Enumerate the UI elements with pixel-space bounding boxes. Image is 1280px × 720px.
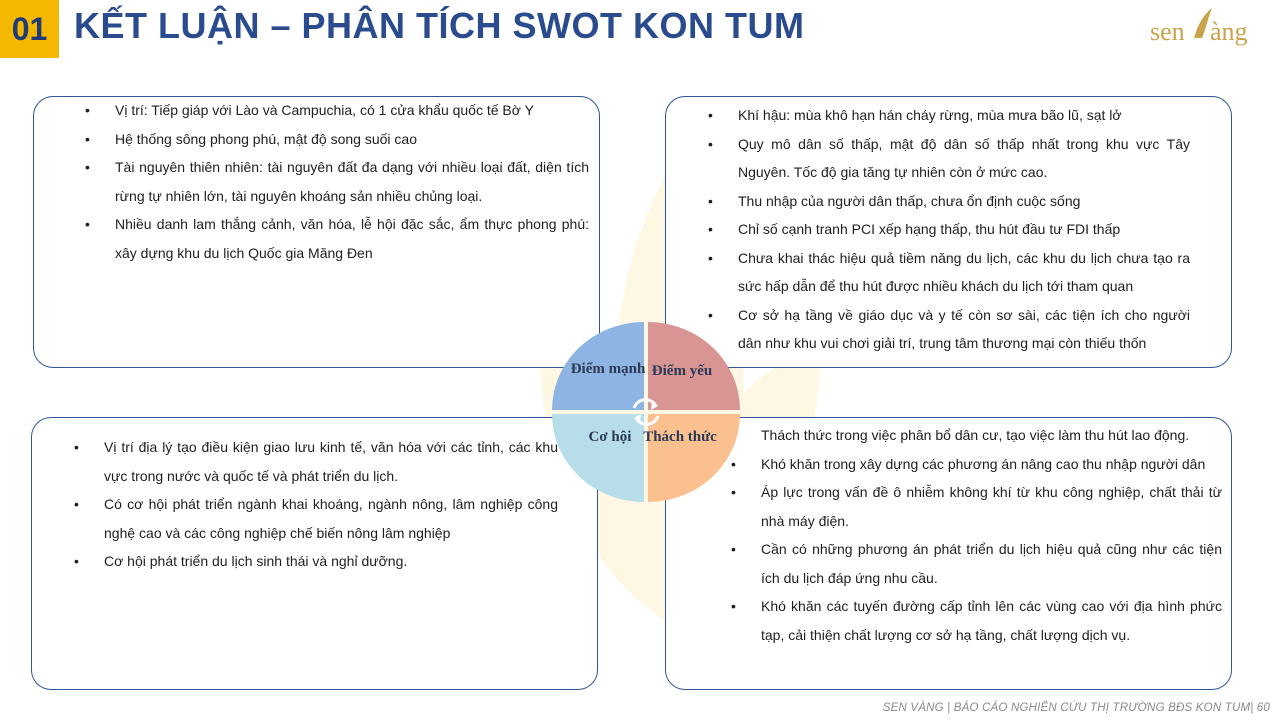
list-item: • Thu nhập của người dân thấp, chưa ổn định cuộc sống <box>706 187 1190 216</box>
svg-text:àng: àng <box>1210 17 1248 46</box>
strengths-label: Điểm mạnh <box>570 361 646 377</box>
list-item: • Cơ hội phát triển du lịch sinh thái và nghỉ dưỡng. <box>72 547 558 576</box>
opportunities-list <box>72 433 558 576</box>
page-footer: SEN VÀNG | BÁO CÁO NGHIÊN CỨU THỊ TRƯỜNG BĐS KON TUM| 60 <box>882 702 1270 714</box>
list-item: • Áp lực trong vấn đề ô nhiễm không khí từ khu công nghiệp, chất thải từ nhà máy điện. <box>729 478 1222 535</box>
list-item: • Vị trí địa lý tạo điều kiện giao lưu kinh tế, văn hóa với các tỉnh, các khu vực trong nước và quốc tế và phát triển du lịch. <box>72 433 558 490</box>
list-item: • Chỉ số cạnh tranh PCI xếp hạng thấp, thu hút đầu tư FDI thấp <box>706 215 1190 244</box>
threats-list <box>729 421 1222 649</box>
weaknesses-list <box>706 101 1190 358</box>
svg-text:sen: sen <box>1150 17 1185 46</box>
swot-diagram <box>548 320 744 504</box>
list-item: • Hệ thống sông phong phú, mật độ song suối cao <box>83 125 589 154</box>
list-item: • Thách thức trong việc phân bổ dân cư, tạo việc làm thu hút lao động. <box>729 421 1222 450</box>
list-item: • Khó khăn các tuyến đường cấp tỉnh lên các vùng cao với địa hình phức tạp, cải thiện chất lượng cơ sở hạ tầng, chất lượng dịch vụ. <box>729 592 1222 649</box>
opportunities-label: Cơ hội <box>588 429 632 445</box>
list-item: • Cần có những phương án phát triển du lịch hiệu quả cũng như các tiện ích du lịch đáp ứng nhu cầu. <box>729 535 1222 592</box>
page-title: KẾT LUẬN – PHÂN TÍCH SWOT KON TUM <box>74 5 805 46</box>
strengths-list <box>83 96 589 267</box>
list-item: • Quy mô dân số thấp, mật độ dân số thấp nhất trong khu vực Tây Nguyên. Tốc độ gia tăng tự nhiên còn ở mức cao. <box>706 130 1190 187</box>
threats-label: Thách thức <box>643 429 717 445</box>
list-item: • Có cơ hội phát triển ngành khai khoáng, ngành nông, lâm nghiệp công nghệ cao và các công nghiệp chế biến nông lâm nghiệp <box>72 490 558 547</box>
section-number-badge: 01 <box>0 0 59 58</box>
list-item: • Khó khăn trong xây dựng các phương án nâng cao thu nhập người dân <box>729 450 1222 479</box>
list-item: • Tài nguyên thiên nhiên: tài nguyên đất đa dạng với nhiều loại đất, diện tích rừng tự nhiên lớn, tài nguyên khoáng sản nhiều chủng loại. <box>83 153 589 210</box>
senvang-logo <box>1150 4 1272 50</box>
cycle-arrows-icon <box>634 400 658 425</box>
list-item: • Cơ sở hạ tầng về giáo dục và y tế còn sơ sài, các tiện ích cho người dân như khu vui chơi giải trí, trung tâm thương mại còn thiếu thốn <box>706 301 1190 358</box>
list-item: • Vị trí: Tiếp giáp với Lào và Campuchia, có 1 cửa khẩu quốc tế Bờ Y <box>83 96 589 125</box>
list-item: • Khí hậu: mùa khô hạn hán cháy rừng, mùa mưa bão lũ, sạt lở <box>706 101 1190 130</box>
list-item: • Nhiều danh lam thắng cảnh, văn hóa, lễ hội đặc sắc, ẩm thực phong phú: xây dựng khu du lịch Quốc gia Măng Đen <box>83 210 589 267</box>
weaknesses-label: Điểm yếu <box>651 363 713 379</box>
swot-circle <box>548 320 744 504</box>
list-item: • Chưa khai thác hiệu quả tiềm năng du lịch, các khu du lịch chưa tạo ra sức hấp dẫn để thu hút được nhiều khách du lịch tới tham quan <box>706 244 1190 301</box>
